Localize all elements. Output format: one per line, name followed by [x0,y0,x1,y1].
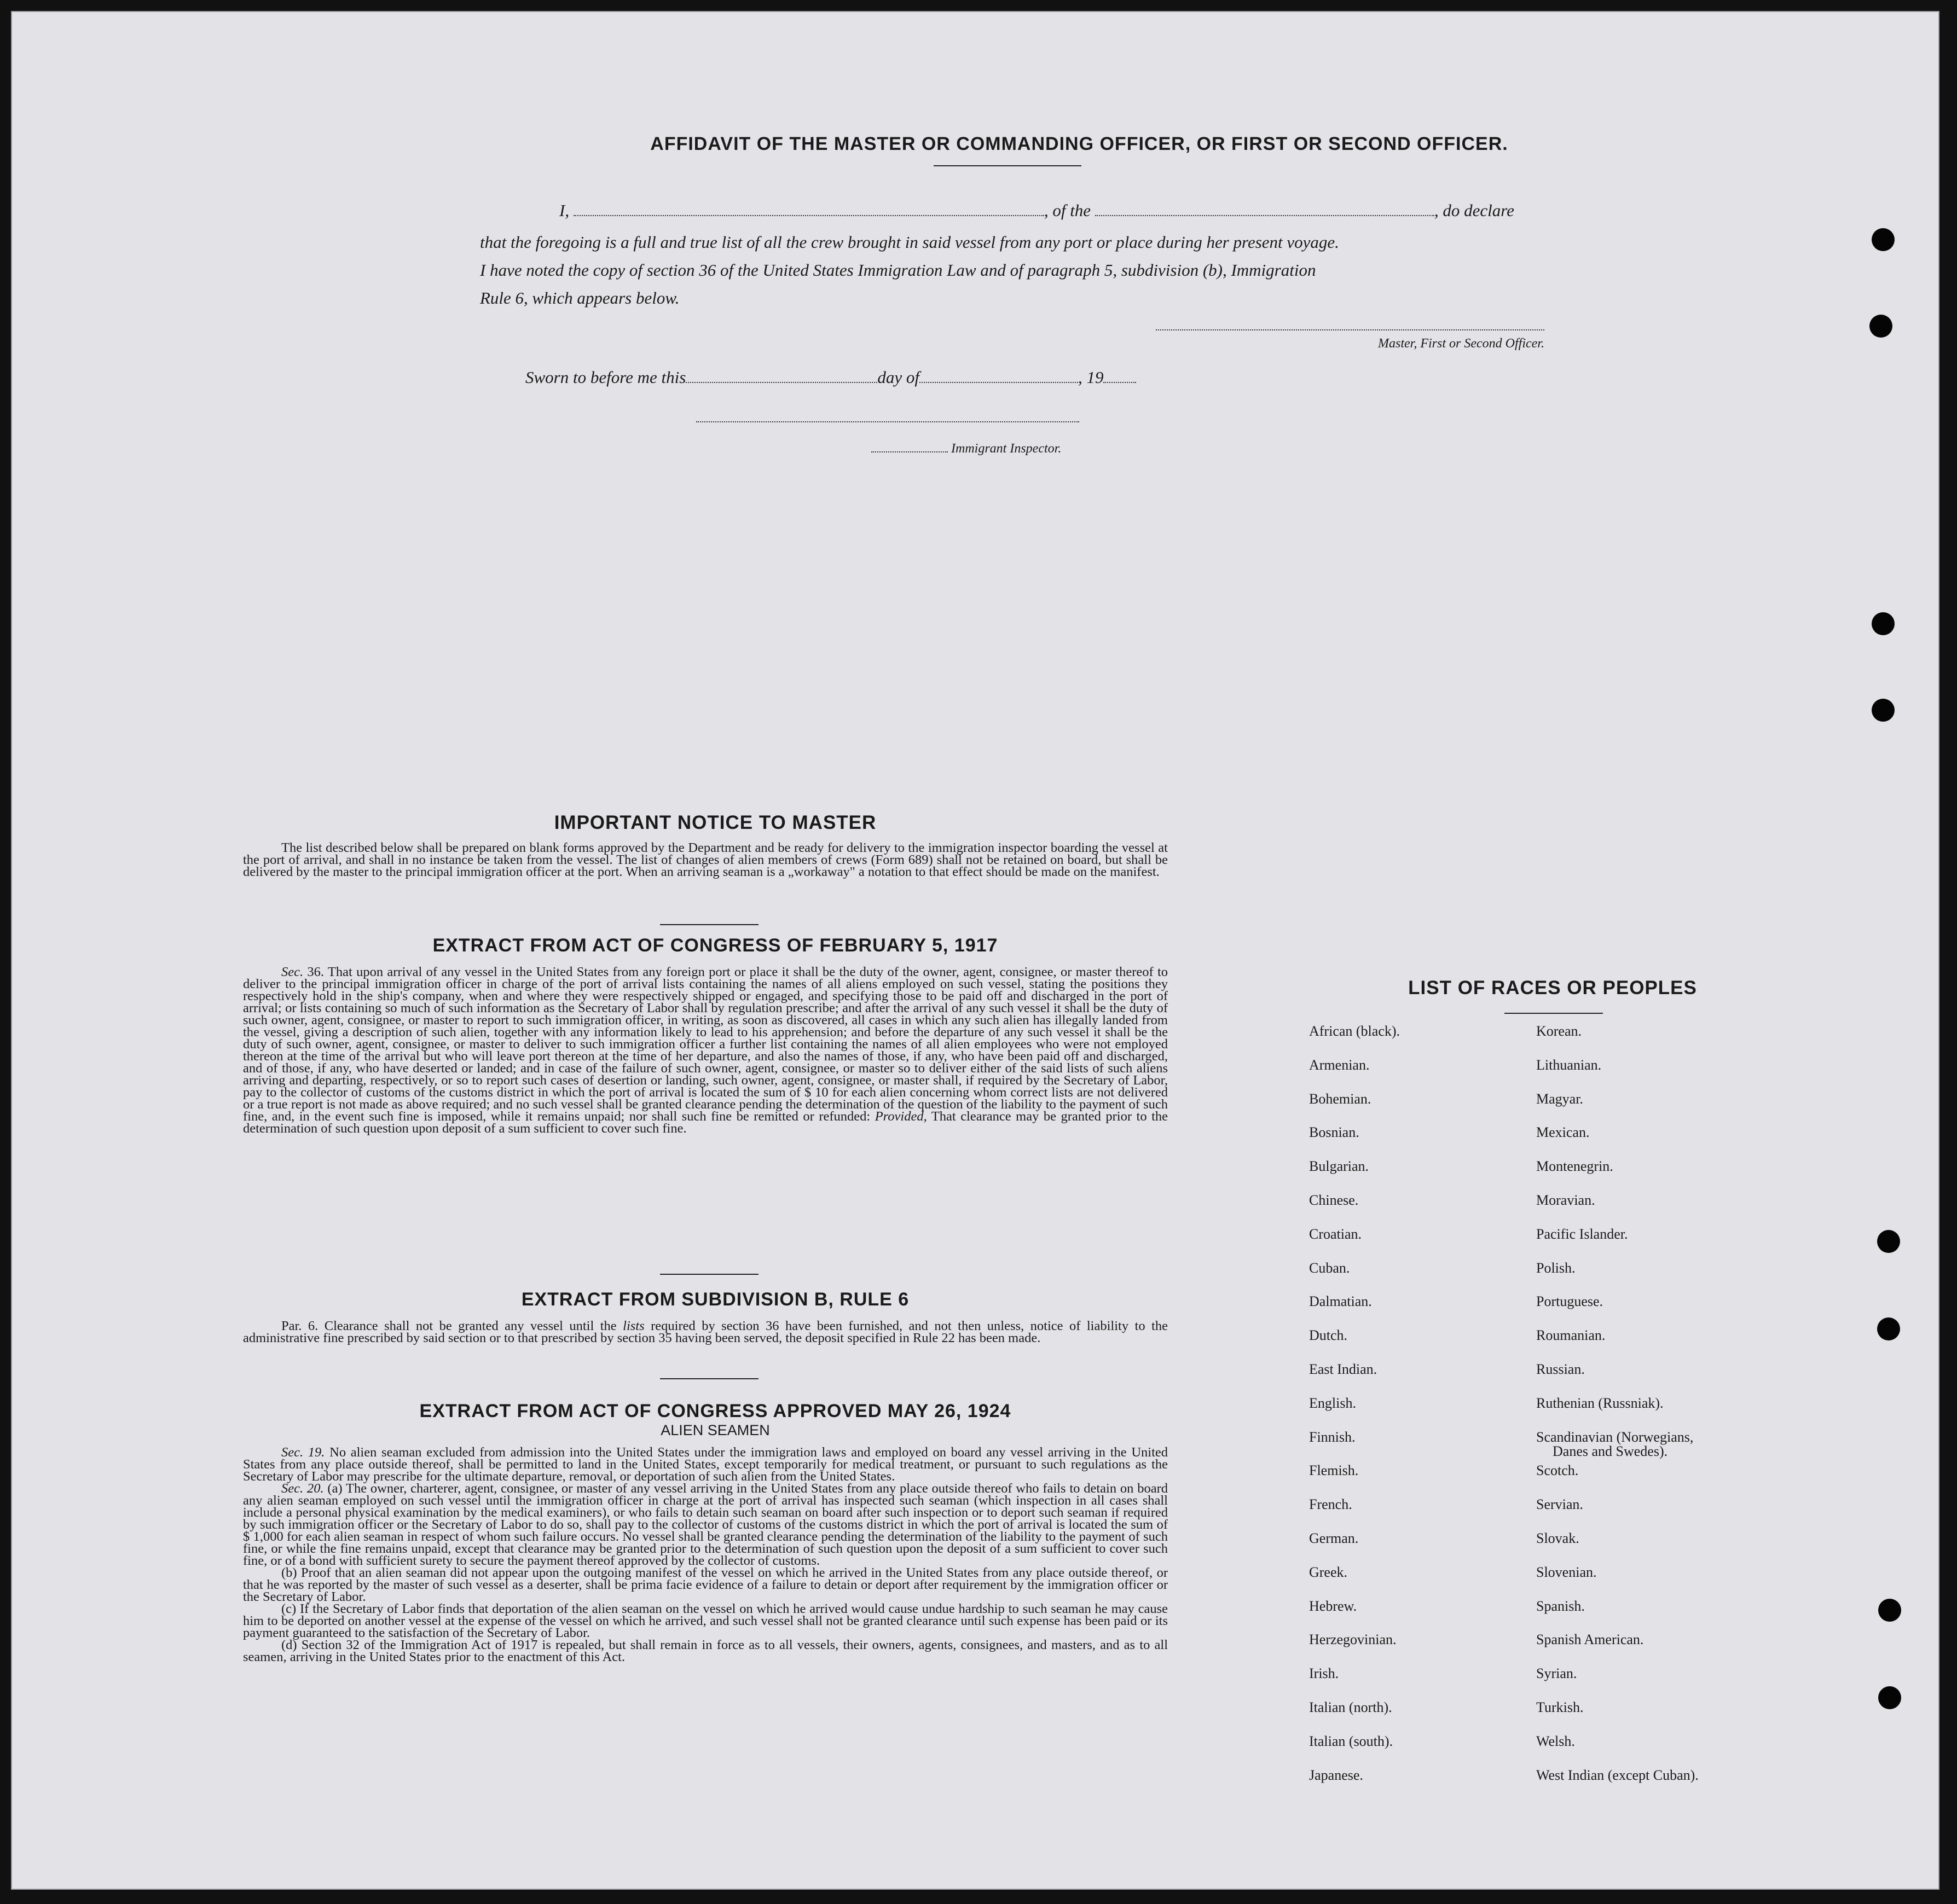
sec19-label: Sec. 19. [281,1445,325,1460]
punch-hole [1872,699,1895,722]
rule6-title: EXTRACT FROM SUBDIVISION B, RULE 6 [521,1289,910,1310]
race-item: Bosnian. [1309,1124,1359,1141]
race-item: Dutch. [1309,1327,1348,1344]
race-item: Hebrew. [1309,1598,1357,1614]
lists-word: lists [623,1319,645,1333]
sec20a-paragraph [243,1483,1168,1567]
affidavit-line-2: I have noted the copy of section 36 of the United States Immigration Law and of paragraph 5, subdivision (b), Immigration [480,260,1316,280]
notice-text: The list described below shall be prepared on blank forms approved by the Department and be ready for delivery to the immigration inspector boarding the vessel at the port of arrival, and shall in no instance be taken from the vessel. The list of changes of alien members of crews (Form 689) shall not be retained on board, but shall be delivered by the master to the principal immigration officer at the port. When an arriving seaman is a „workaway" a notation to that effect should be made on the manifest. [243,840,1168,879]
races-left-column [1309,1024,1400,1802]
race-item: Japanese. [1309,1767,1363,1783]
affidavit-title: AFFIDAVIT OF THE MASTER OR COMMANDING OFFICER, OR FIRST OR SECOND OFFICER. [650,133,1508,154]
sec20a-text: (a) The owner, charterer, agent, consignee, or master of any vessel arriving in the United States from any place outside thereof who fails to detain on board any alien seaman employed on such vessel until the immigration officer in charge at the port of arrival has inspected such seaman (which inspection in all cases shall include a personal physical examination by the medical examiners), or who fails to detain such seaman on board after such inspection or to deport such seaman if required by such immigration officer or the Secretary of Labor to do so, shall pay to the collector of customs of the customs district in which the port of arrival is located the sum of $ 1,000 for each alien seaman in respect of whom such failure occurs. No vessel shall be granted clearance pending the determination of the liability to the payment of such fine, or while the fine remains unpaid, except that clearance may be granted prior to the determination of such question upon the deposit of a sum sufficient to cover such fine, or of a bond with sufficient surety to secure the payment thereof approved by the collector of customs. [243,1481,1168,1568]
race-item: Scandinavian (Norwegians, [1536,1429,1694,1445]
race-item: Mexican. [1536,1124,1590,1141]
race-item: Lithuanian. [1536,1057,1602,1073]
race-item: Turkish. [1536,1699,1584,1715]
extract-1924-subtitle: ALIEN SEAMEN [661,1422,770,1438]
sec36-text: 36. That upon arrival of any vessel in the United States from any foreign port or place it shall be the duty of the owner, agent, consignee, or master thereof to deliver to the principal immigration officer in charge of the port of arrival lists containing the names of all aliens employed on such vessel, stating the positions they respectively hold in the ship's company, when and where they were respectively shipped or engaged, and specifying those to be paid off and discharged in the port of arrival; or lists containing so much of such information as the Secretary of Labor shall by regulation prescribe; and after the arrival of any such vessel it shall be the duty of such owner, agent, consignee, or master to report to such immigration officer, in writing, as soon as discovered, all cases in which any such alien has illegally landed from the vessel, giving a description of such alien, together with any information likely to lead to his apprehension; and before the departure of any such vessel it shall be the duty of such owner, agent, consignee, or master to deliver to such immigration officer a further list containing the names of all alien employees who were not employed thereon at the time of the arrival but who will leave port thereon at the time of her departure, and also the names of those, if any, who have been paid off and discharged, and of those, if any, who have deserted or landed; and in case of the failure of such owner, agent, consignee, or master so to deliver either of the said lists of such aliens arriving and departing, respectively, or so to report such cases of desertion or landing, such owner, agent, consignee, or master shall, if required by the Secretary of Labor, pay to the collector of customs of the customs district in which the port of arrival is located the sum of $ 10 for each alien concerning whom correct lists are not delivered or a true report is not made as above required; and no such vessel shall be granted clearance pending the determination of the question of the liability to the payment of such fine, and, in the event such fine is imposed, while it remains unpaid; nor shall such fine be remitted or refunded: [243,965,1168,1124]
race-item: West Indian (except Cuban). [1536,1767,1699,1783]
race-item: Scotch. [1536,1462,1579,1479]
race-item: East Indian. [1309,1361,1377,1377]
year-blank[interactable] [1103,382,1136,383]
race-item: Bulgarian. [1309,1158,1369,1175]
document-page [11,11,1939,1890]
rule6-text-b: required by section 36 have been furnished, and not then unless, notice of liability to the administrative fine prescribed by said section or to that prescribed by section 35 having been served, the deposit specified in Rule 22 has been made. [243,1319,1168,1345]
race-item: Magyar. [1536,1090,1583,1107]
race-item: French. [1309,1496,1352,1513]
affidavit-line-1: that the foregoing is a full and true list of all the crew brought in said vessel from any port or place during her present voyage. [480,233,1339,252]
rule6-text [243,1320,1168,1344]
sec20b-paragraph: (b) Proof that an alien seaman did not appear upon the outgoing manifest of the vessel on which he arrived in the United States from any place outside thereof, or that he was reported by the master of such vessel as a deserter, shall be prima facie evidence of a failure to detain or deport after requirement by the immigration officer or the Secretary of Labor. [243,1565,1168,1604]
races-right-column [1536,1024,1699,1802]
affidavit-line-3: Rule 6, which appears below. [480,288,680,307]
signature-label: Master, First or Second Officer. [1378,336,1544,351]
year-prefix: , 19 [1078,368,1104,387]
sworn-prefix: Sworn to before me this [525,368,686,387]
extract-1917-rule [660,1274,759,1275]
race-item: Croatian. [1309,1226,1362,1242]
race-item: Roumanian. [1536,1327,1606,1344]
punch-hole [1872,228,1895,251]
of-the-label: , of the [1044,201,1091,220]
race-item: Flemish. [1309,1462,1359,1479]
race-item: Russian. [1536,1361,1585,1377]
name-blank[interactable] [574,215,1044,216]
punch-hole [1877,1317,1900,1340]
day-blank[interactable] [686,382,877,383]
races-rule [1504,1013,1603,1014]
sworn-line [525,368,1136,387]
race-item: African (black). [1309,1023,1400,1039]
provided-label: Provided, [875,1109,927,1124]
inspector-blank[interactable] [871,451,948,452]
race-item: English. [1309,1395,1356,1411]
notice-rule [660,924,759,925]
race-item: Portuguese. [1536,1293,1603,1310]
race-item: Bohemian. [1309,1090,1371,1107]
race-item: Montenegrin. [1536,1158,1613,1175]
extract-1924-title: EXTRACT FROM ACT OF CONGRESS APPROVED MAY 26, 1924 [419,1401,1011,1421]
month-blank[interactable] [919,382,1078,383]
race-item: Finnish. [1309,1429,1356,1445]
race-item: Pacific Islander. [1536,1226,1628,1242]
punch-hole [1869,315,1892,338]
race-item: Chinese. [1309,1192,1359,1208]
punch-hole [1877,1230,1900,1253]
race-item: Polish. [1536,1259,1576,1276]
race-item: Moravian. [1536,1192,1595,1208]
affidavit-body [480,228,1547,312]
signature-line[interactable] [1156,324,1544,330]
race-item: German. [1309,1530,1359,1546]
sec19-text: No alien seaman excluded from admission into the United States under the immigration laws and employed on board any vessel arriving in the United States from any place outside thereof, shall be permitted to land in the United States, except temporarily for medical treatment, or pursuant to such regulations as the Secretary of Labor may prescribe for the ultimate departure, removal, or deportation of such alien from the United States. [243,1445,1168,1484]
race-item: Armenian. [1309,1057,1370,1073]
race-item: Spanish American. [1536,1632,1644,1648]
race-item: Syrian. [1536,1665,1577,1682]
punch-hole [1878,1686,1901,1709]
race-item: Ruthenian (Russniak). [1536,1395,1664,1411]
punch-hole [1878,1599,1901,1622]
race-item: Servian. [1536,1496,1583,1513]
rule6-rule [660,1378,759,1379]
sec-label: Sec. [281,965,304,979]
affidavit-declaration-line [559,201,1544,220]
races-title: LIST OF RACES OR PEOPLES [1408,977,1697,999]
race-item: Greek. [1309,1564,1348,1580]
inspector-line [871,442,1061,456]
notice-title: IMPORTANT NOTICE TO MASTER [554,812,877,833]
extract-1924-text [243,1447,1168,1663]
race-item: Danes and Swedes). [1553,1443,1668,1460]
race-item: Irish. [1309,1665,1339,1682]
inspector-signature-line[interactable] [696,417,1079,422]
race-item: Dalmatian. [1309,1293,1372,1310]
extract-1917-title: EXTRACT FROM ACT OF CONGRESS OF FEBRUARY 5, 1917 [432,935,998,956]
race-item: Italian (north). [1309,1699,1392,1715]
extract-1917-text [243,966,1168,1135]
punch-hole [1872,612,1895,635]
race-item: Slovak. [1536,1530,1579,1546]
race-item: Italian (south). [1309,1733,1393,1749]
sec20d-paragraph: (d) Section 32 of the Immigration Act of 1917 is repealed, but shall remain in force as to all vessels, their owners, agents, consignees, and masters, and as to all seamen, arriving in the United States prior to the enactment of this Act. [243,1638,1168,1664]
sec19-paragraph [243,1447,1168,1483]
race-item: Korean. [1536,1023,1582,1039]
i-label: I, [559,201,570,220]
title-rule [934,165,1081,166]
race-item: Herzegovinian. [1309,1632,1397,1648]
do-declare-label: , do declare [1434,201,1514,220]
race-item: Slovenian. [1536,1564,1597,1580]
race-item: Spanish. [1536,1598,1585,1614]
inspector-label: Immigrant Inspector. [951,442,1062,456]
race-item: Cuban. [1309,1259,1350,1276]
rule6-text-a: Par. 6. Clearance shall not be granted any vessel until the [281,1319,617,1333]
sec36-text-end: That clearance may be granted prior to the determination of such question upon deposit of a sum sufficient to cover such fine. [243,1109,1168,1136]
sec20c-paragraph: (c) If the Secretary of Labor finds that deportation of the alien seaman on the vessel on which he arrived would cause undue hardship to such seaman he may cause him to be deported on another vessel at the expense of the vessel on which he arrived, and such vessel shall not be granted clearance until such expense has been paid or its payment guaranteed to the satisfaction of the Secretary of Labor. [243,1601,1168,1640]
day-of-label: day of [877,368,919,387]
vessel-blank[interactable] [1095,215,1434,216]
race-item: Welsh. [1536,1733,1575,1749]
sec20-label: Sec. 20. [281,1481,324,1496]
